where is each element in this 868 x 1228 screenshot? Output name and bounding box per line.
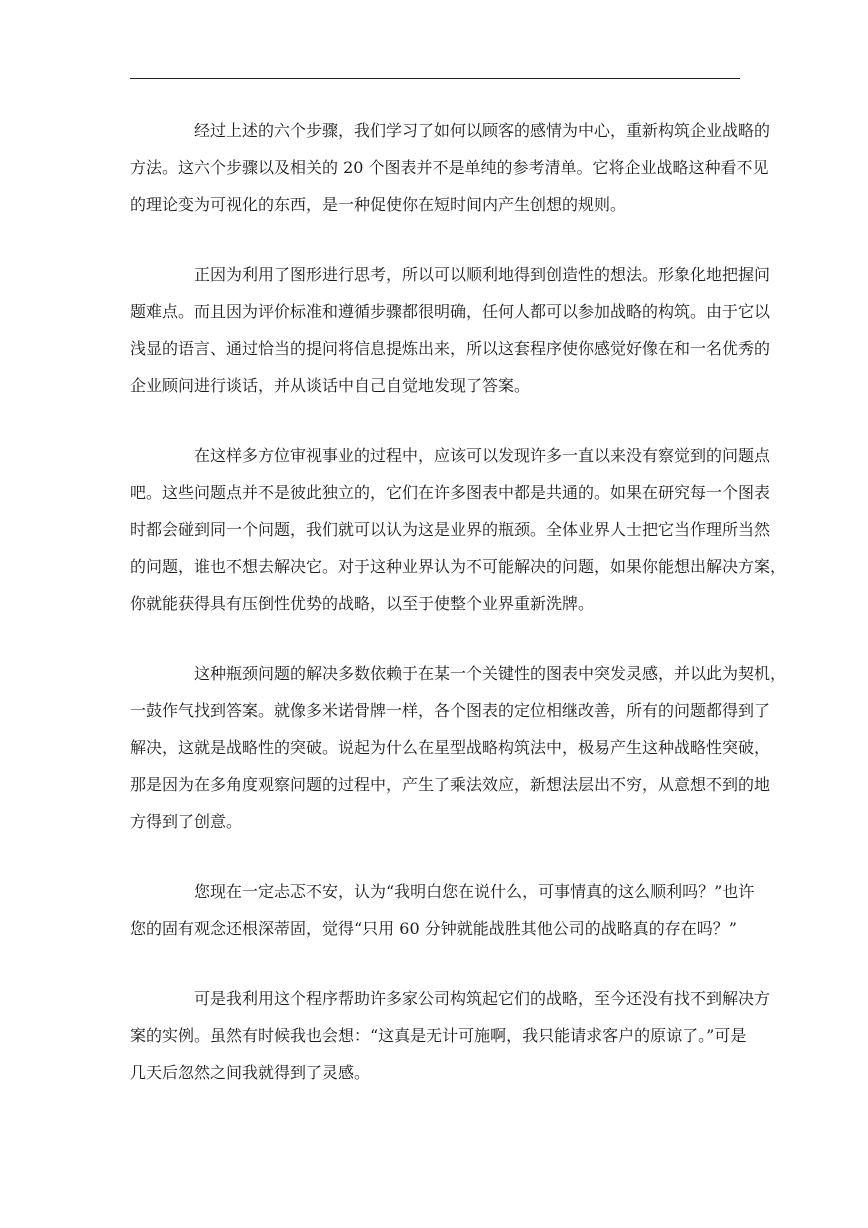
text-line: 在这样多方位审视事业的过程中，应该可以发现许多一直以来没有察觉到的问题点: [194, 446, 771, 465]
text-line: 这种瓶颈问题的解决多数依赖于在某一个关键性的图表中突发灵感，并以此为契机，: [194, 664, 787, 683]
paragraph-5: [130, 873, 755, 947]
text-line: 时都会碰到同一个问题，我们就可以认为这是业界的瓶颈。全体业界人士把它当作理所当然: [130, 520, 771, 539]
body-text: [130, 112, 787, 1091]
text-line: 方得到了创意。: [130, 812, 243, 831]
text-line: 您的固有观念还根深蒂固，觉得“只用 60 分钟就能战胜其他公司的战略真的存在吗？”: [130, 919, 737, 938]
text-line: 您现在一定忐忑不安，认为“我明白您在说什么，可事情真的这么顺利吗？”也许: [194, 882, 755, 901]
text-line: 你就能获得具有压倒性优势的战略，以至于使整个业界重新洗牌。: [130, 594, 595, 613]
text-line: 的问题，谁也不想去解决它。对于这种业界认为不可能解决的问题，如果你能想出解决方案，: [130, 557, 787, 576]
paragraph-2: [130, 256, 771, 404]
text-line: 的理论变为可视化的东西，是一种促使你在短时间内产生创想的规则。: [130, 195, 627, 214]
text-line: 浅显的语言、通过恰当的提问将信息提炼出来，所以这套程序使你感觉好像在和一名优秀的: [130, 339, 771, 358]
text-line: 几天后忽然之间我就得到了灵感。: [130, 1063, 371, 1082]
text-line: 一鼓作气找到答案。就像多米诺骨牌一样，各个图表的定位相继改善，所有的问题都得到了: [130, 701, 771, 720]
text-line: 正因为利用了图形进行思考，所以可以顺利地得到创造性的想法。形象化地把握问: [194, 265, 771, 284]
paragraph-3: [130, 437, 787, 622]
text-line: 可是我利用这个程序帮助许多家公司构筑起它们的战略，至今还没有找不到解决方: [194, 989, 771, 1008]
text-line: 吧。这些问题点并不是彼此独立的，它们在许多图表中都是共通的。如果在研究每一个图表: [130, 483, 771, 502]
text-line: 解决，这就是战略性的突破。说起为什么在星型战略构筑法中，极易产生这种战略性突破，: [130, 738, 771, 757]
header-rule: [130, 78, 740, 79]
paragraph-1: [130, 112, 771, 223]
text-line: 企业顾问进行谈话，并从谈话中自己自觉地发现了答案。: [130, 376, 531, 395]
text-line: 那是因为在多角度观察问题的过程中，产生了乘法效应，新想法层出不穷，从意想不到的地: [130, 775, 771, 794]
paragraph-4: [130, 655, 787, 840]
text-line: 经过上述的六个步骤，我们学习了如何以顾客的感情为中心，重新构筑企业战略的: [194, 121, 771, 140]
text-line: 方法。这六个步骤以及相关的 20 个图表并不是单纯的参考清单。它将企业战略这种看不见: [130, 158, 769, 177]
paragraph-6: [130, 980, 771, 1091]
text-line: 题难点。而且因为评价标准和遵循步骤都很明确，任何人都可以参加战略的构筑。由于它以: [130, 302, 771, 321]
text-line: 案的实例。虽然有时候我也会想：“这真是无计可施啊，我只能请求客户的原谅了。”可是: [130, 1026, 747, 1045]
